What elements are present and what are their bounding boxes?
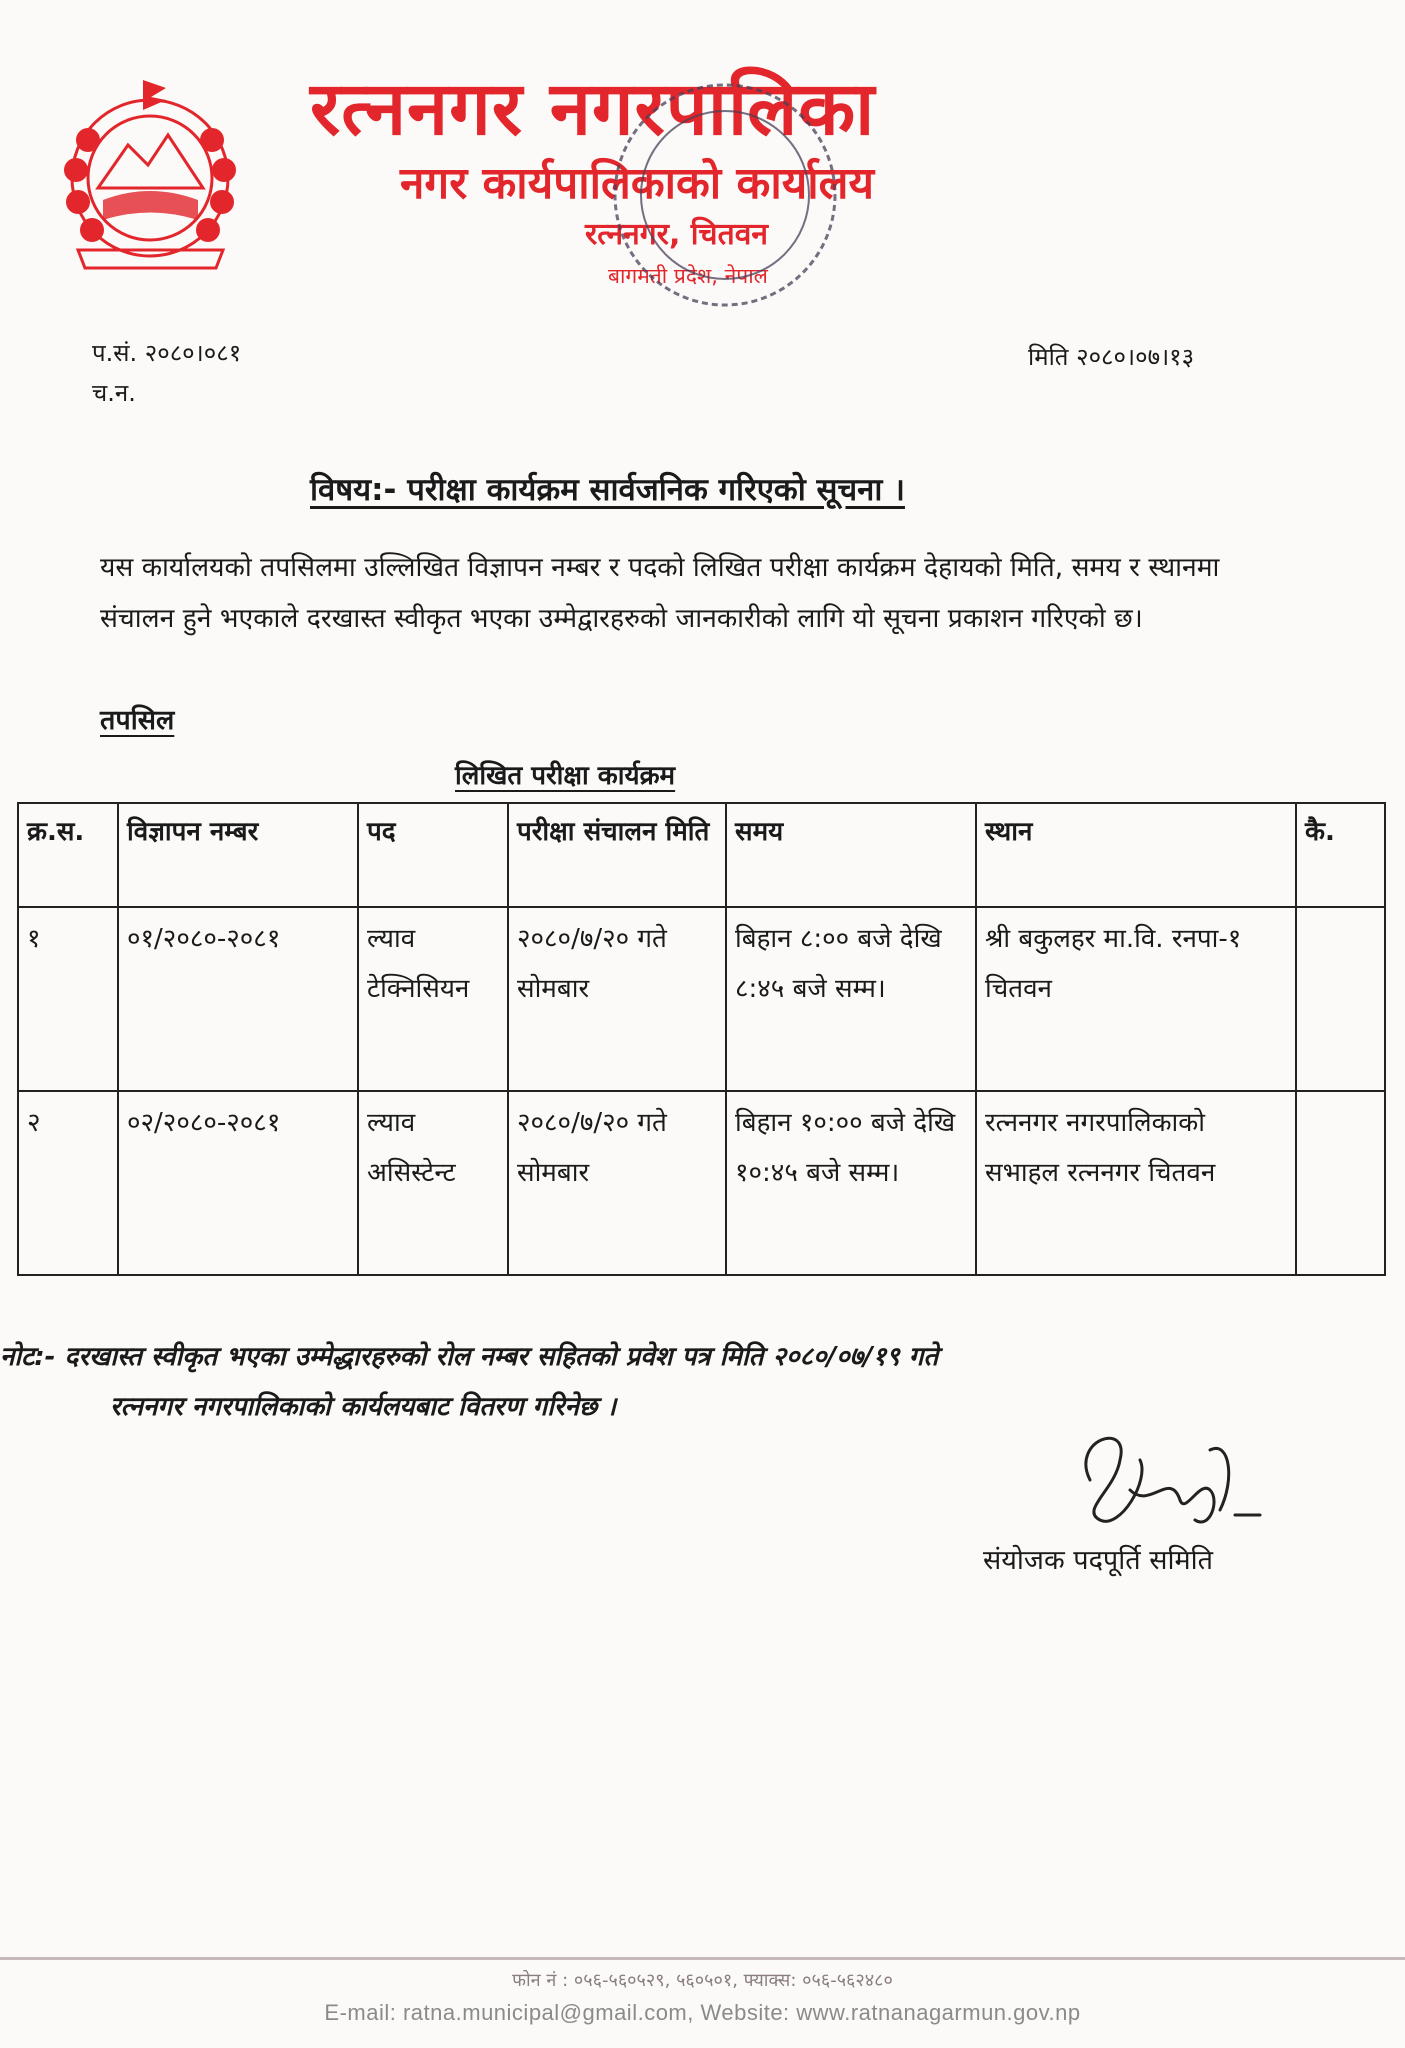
col-header-venue: स्थान: [976, 803, 1296, 907]
cell-adv-no: ०१/२०८०-२०८१: [118, 907, 358, 1091]
note-line-1: नोट:- दरखास्त स्वीकृत भएका उम्मेद्धारहरुको रोल नम्बर सहितको प्रवेश पत्र मिति २०८०/०७/१९ गते: [0, 1342, 939, 1372]
office-city: रत्ननगर, चितवन: [585, 217, 769, 252]
col-header-time: समय: [726, 803, 976, 907]
government-emblem-icon: [48, 70, 253, 280]
cell-adv-no: ०२/२०८०-२०८१: [118, 1091, 358, 1275]
footer-contact: E-mail: ratna.municipal@gmail.com, Website: www.ratnanagarmun.gov.np: [324, 2000, 1081, 2025]
cell-exam-date: २०८०/७/२० गते सोमबार: [508, 1091, 726, 1275]
details-heading: तपसिल: [100, 705, 175, 736]
subject-line: विषय:- परीक्षा कार्यक्रम सार्वजनिक गरिएको सूचना ।: [310, 472, 905, 508]
note-line-2: रत्ननगर नगरपालिकाको कार्यलयबाट वितरण गरिनेछ ।: [110, 1392, 617, 1422]
letter-date: मिति २०८०।०७।१३: [1028, 343, 1195, 371]
cell-remarks: [1296, 1091, 1385, 1275]
table-header-row: [18, 803, 1385, 907]
footer-divider: [0, 1957, 1405, 1960]
col-header-remarks: कै.: [1296, 803, 1385, 907]
cell-venue: श्री बकुलहर मा.वि. रनपा-१ चितवन: [976, 907, 1296, 1091]
cell-time: बिहान ८:०० बजे देखि ८:४५ बजे सम्म।: [726, 907, 976, 1091]
note-block: [0, 1332, 1300, 1432]
col-header-sn: क्र.स.: [18, 803, 118, 907]
dispatch-number: च.न.: [92, 378, 136, 407]
office-title: रत्ननगर नगरपालिका: [310, 66, 876, 152]
cell-post: ल्याव असिस्टेन्ट: [358, 1091, 508, 1275]
col-header-post: पद: [358, 803, 508, 907]
reference-block: [92, 334, 241, 413]
office-stamp-icon: [590, 55, 860, 325]
table-row: [18, 907, 1385, 1091]
signer-title: संयोजक पदपूर्ति समिति: [983, 1545, 1214, 1576]
signature-icon: [1060, 1420, 1280, 1560]
cell-sn: १: [18, 907, 118, 1091]
cell-sn: २: [18, 1091, 118, 1275]
cell-post: ल्याव टेक्निसियन: [358, 907, 508, 1091]
exam-schedule-table: [17, 802, 1386, 1276]
cell-time: बिहान १०:०० बजे देखि १०:४५ बजे सम्म।: [726, 1091, 976, 1275]
reference-number: प.सं. २०८०।०८१: [92, 339, 242, 367]
cell-exam-date: २०८०/७/२० गते सोमबार: [508, 907, 726, 1091]
col-header-adv-no: विज्ञापन नम्बर: [118, 803, 358, 907]
col-header-exam-date: परीक्षा संचालन मिति: [508, 803, 726, 907]
cell-remarks: [1296, 907, 1385, 1091]
cell-venue: रत्ननगर नगरपालिकाको सभाहल रत्ननगर चितवन: [976, 1091, 1296, 1275]
office-subtitle: नगर कार्यपालिकाको कार्यालय: [400, 158, 874, 209]
office-province: बागमती प्रदेश, नेपाल: [608, 264, 768, 288]
table-row: [18, 1091, 1385, 1275]
footer-phone: फोन नं : ०५६-५६०५२९, ५६०५०१, फ्याक्स: ०५६-५६२४८०: [512, 1970, 893, 1991]
table-title: लिखित परीक्षा कार्यक्रम: [455, 761, 676, 791]
intro-paragraph: यस कार्यालयको तपसिलमा उल्लिखित विज्ञापन नम्बर र पदको लिखित परीक्षा कार्यक्रम देहायको मिति, समय र स्थानमा संचालन हुने भएकाले दरखास्त स्वीकृत भएका उम्मेद्वारहरुको जानकारीको लागि यो सूचना प्रकाशन गरिएको छ।: [100, 552, 1220, 634]
